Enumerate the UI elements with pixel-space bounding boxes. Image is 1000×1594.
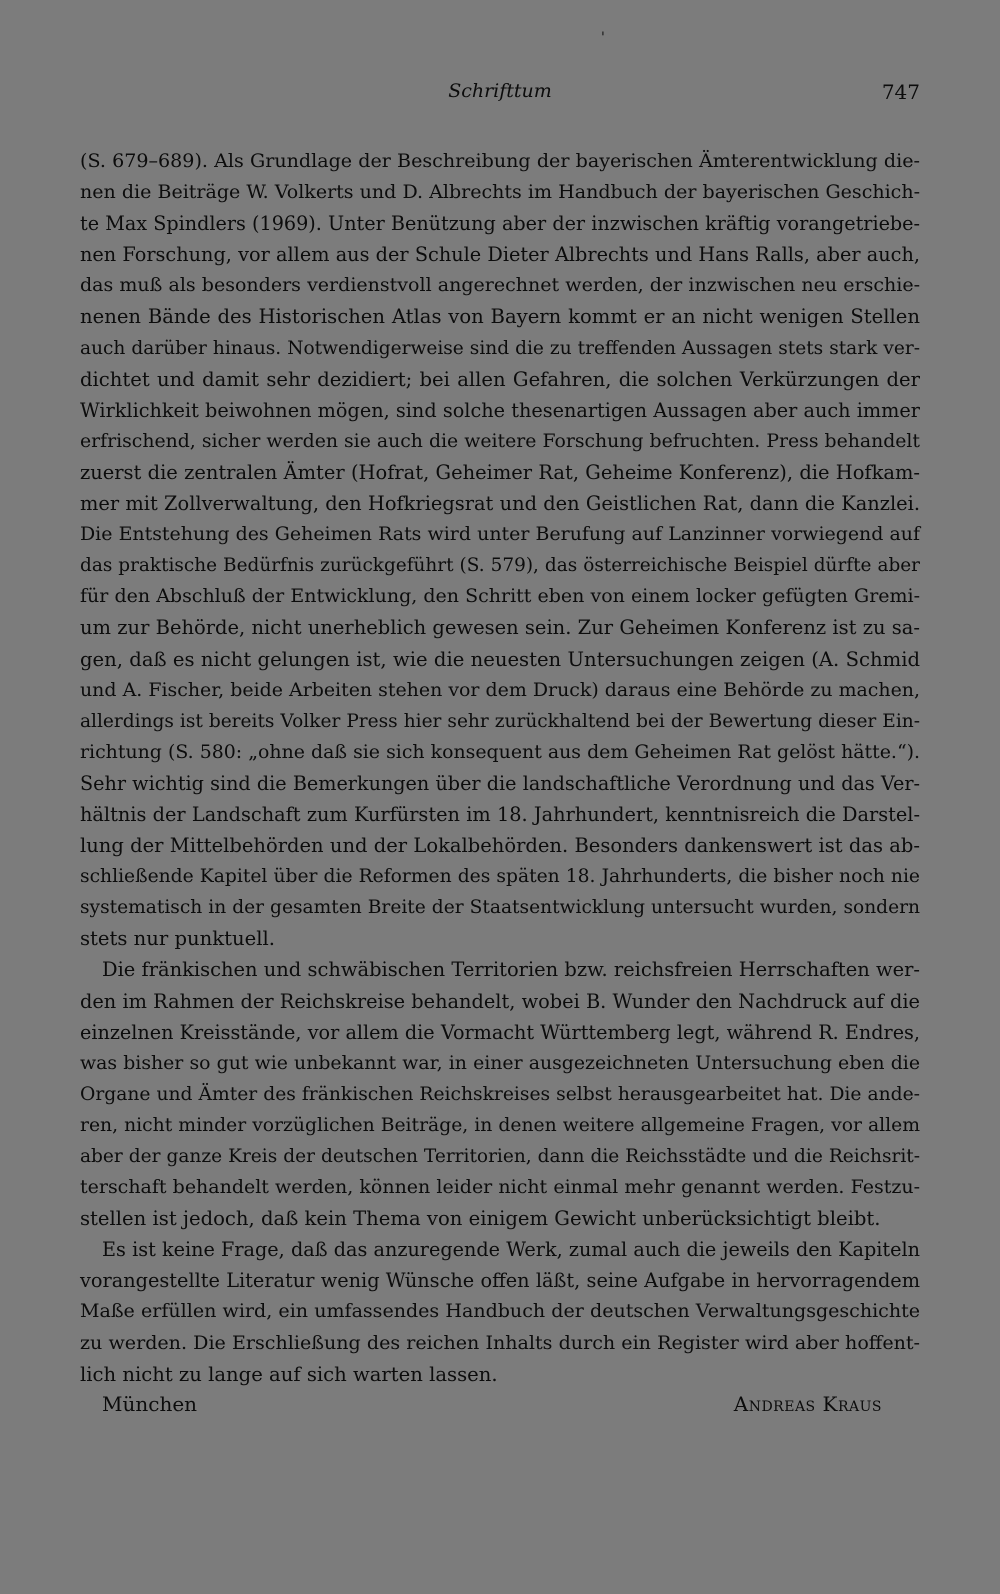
text-line: stets nur punktuell.	[80, 927, 276, 951]
signature-line	[80, 1392, 920, 1423]
text-line: das muß als besonders verdienstvoll angerechnet werden, der inzwischen neu erschie-	[80, 274, 920, 297]
text-line: allerdings ist bereits Volker Press hier sehr zurückhaltend bei der Bewertung dieser Ein-	[80, 710, 920, 732]
text-line: ren, nicht minder vorzüglichen Beiträge, in denen weitere allgemeine Fragen, vor allem	[80, 1114, 920, 1136]
text-line: erfrischend, sicher werden sie auch die weitere Forschung befruchten. Press behandelt	[80, 430, 920, 452]
scan-mark: '	[601, 30, 605, 46]
text-line: lich nicht zu lange auf sich warten lassen.	[80, 1362, 498, 1386]
text-line: (S. 679–689). Als Grundlage der Beschreibung der bayerischen Ämterentwicklung die-	[80, 150, 920, 172]
text-line: aber der ganze Kreis der deutschen Territorien, dann die Reichsstädte und die Reichsrit-	[80, 1146, 920, 1167]
document-page	[80, 80, 920, 1423]
text-line: schließende Kapitel über die Reformen des späten 18. Jahrhunderts, die bisher noch nie	[80, 866, 920, 888]
text-line: Organe und Ämter des fränkischen Reichskreises selbst herausgearbeitet hat. Die ande-	[80, 1083, 920, 1105]
text-line: Die Entstehung des Geheimen Rats wird unter Berufung auf Lanzinner vorwiegend auf	[80, 523, 920, 546]
text-line: zu werden. Die Erschließung des reichen Inhalts durch ein Register wird aber hoffent-	[80, 1331, 920, 1354]
text-line: das praktische Bedürfnis zurückgeführt (S. 579), das österreichische Beispiel dürfte aber	[80, 555, 920, 577]
page-number: 747	[881, 80, 920, 104]
text-line: terschaft behandelt werden, können leider nicht einmal mehr genannt werden. Festzu-	[80, 1176, 920, 1199]
text-line: Die fränkischen und schwäbischen Territorien bzw. reichsfreien Herrschaften wer-	[102, 958, 920, 982]
text-line: Wirklichkeit beiwohnen mögen, sind solche thesenartigen Aussagen aber auch immer	[80, 398, 920, 422]
text-line: nen Forschung, vor allem aus der Schule Dieter Albrechts und Hans Ralls, aber auch,	[80, 243, 920, 267]
text-line: Maße erfüllen wird, ein umfassendes Handbuch der deutschen Verwaltungsgeschichte	[80, 1300, 920, 1323]
text-line: Es ist keine Frage, daß das anzuregende Werk, zumal auch die jeweils den Kapiteln	[102, 1238, 920, 1262]
signature-place: München	[102, 1391, 198, 1416]
text-line: gen, daß es nicht gelungen ist, wie die neuesten Untersuchungen zeigen (A. Schmid	[80, 647, 920, 671]
running-head	[80, 80, 920, 112]
text-line: stellen ist jedoch, daß kein Thema von einigem Gewicht unberücksichtigt bleibt.	[80, 1207, 881, 1231]
text-line: nen die Beiträge W. Volkerts und D. Albrechts im Handbuch der bayerischen Geschich-	[80, 181, 920, 204]
text-line: systematisch in der gesamten Breite der Staatsentwicklung untersucht wurden, sondern	[80, 897, 920, 919]
running-title: Schrifttum	[448, 80, 552, 102]
text-line: mer mit Zollverwaltung, den Hofkriegsrat und den Geistlichen Rat, dann die Kanzlei.	[80, 492, 920, 516]
text-line: auch darüber hinaus. Notwendigerweise sind die zu treffenden Aussagen stets stark ver-	[80, 337, 920, 359]
text-line: dichtet und damit sehr dezidiert; bei allen Gefahren, die solchen Verkürzungen der	[80, 367, 920, 391]
text-line: einzelnen Kreisstände, vor allem die Vormacht Württemberg legt, während R. Endres,	[80, 1020, 920, 1044]
text-line: um zur Behörde, nicht unerheblich gewesen sein. Zur Geheimen Konferenz ist zu sa-	[80, 616, 920, 640]
text-line: den im Rahmen der Reichskreise behandelt, wobei B. Wunder den Nachdruck auf die	[80, 989, 920, 1013]
text-line: lung der Mittelbehörden und der Lokalbehörden. Besonders dankenswert ist das ab-	[80, 834, 920, 858]
text-line: richtung (S. 580: „ohne daß sie sich konsequent aus dem Geheimen Rat gelöst hätte.“).	[80, 740, 920, 763]
text-line: vorangestellte Literatur wenig Wünsche offen läßt, seine Aufgabe in hervorragendem	[80, 1269, 920, 1293]
text-line: Sehr wichtig sind die Bemerkungen über die landschaftliche Verordnung und das Ver-	[80, 771, 920, 795]
text-line: te Max Spindlers (1969). Unter Benützung aber der inzwischen kräftig vorangetriebe-	[80, 212, 920, 236]
signature-author: Andreas Kraus	[733, 1391, 882, 1416]
text-line: für den Abschluß der Entwicklung, den Schritt eben von einem locker gefügten Gremi-	[80, 585, 920, 608]
text-line: hältnis der Landschaft zum Kurfürsten im 18. Jahrhundert, kenntnisreich die Darstel-	[80, 802, 920, 826]
body-text	[80, 146, 920, 1390]
text-line: zuerst die zentralen Ämter (Hofrat, Geheimer Rat, Geheime Konferenz), die Hofkam-	[80, 460, 920, 484]
text-line: und A. Fischer, beide Arbeiten stehen vor dem Druck) daraus eine Behörde zu machen,	[80, 678, 920, 701]
text-line: was bisher so gut wie unbekannt war, in einer ausgezeichneten Untersuchung eben die	[80, 1051, 920, 1074]
text-line: nenen Bände des Historischen Atlas von Bayern kommt er an nicht wenigen Stellen	[80, 305, 920, 329]
